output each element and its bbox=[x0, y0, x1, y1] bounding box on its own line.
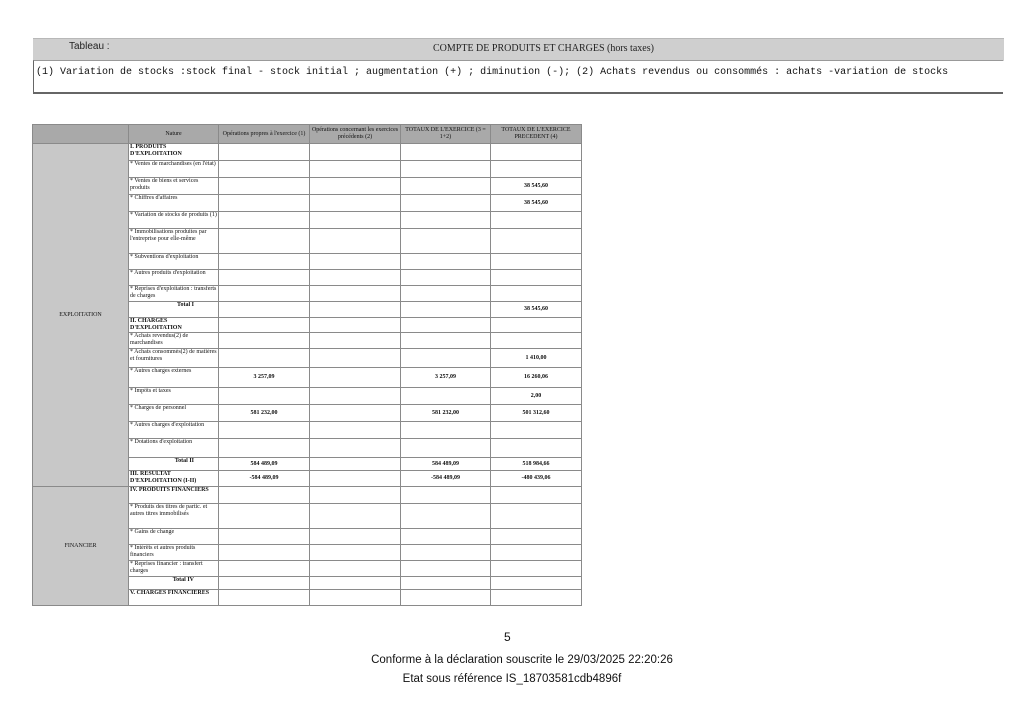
cell-c2 bbox=[310, 504, 401, 529]
cell-c4 bbox=[491, 504, 582, 529]
cell-c2 bbox=[310, 471, 401, 487]
cell-c1 bbox=[219, 144, 310, 161]
cell-c3 bbox=[401, 318, 491, 333]
notes-text: (1) Variation de stocks :stock final - stock initial ; augmentation (+) ; diminution (-); (2) Achats revendus ou consommés : achats -variation de stocks bbox=[36, 67, 949, 78]
row-label: * Chiffres d'affaires bbox=[129, 195, 219, 212]
cell-c3: 3 257,09 bbox=[401, 368, 491, 388]
cell-c2 bbox=[310, 229, 401, 254]
cell-c3 bbox=[401, 349, 491, 368]
cell-c1 bbox=[219, 388, 310, 405]
table-row bbox=[33, 487, 582, 504]
row-label: I. PRODUITS D'EXPLOITATION bbox=[129, 144, 219, 161]
col3-header: TOTAUX DE L'EXERCICE (3 = 1+2) bbox=[401, 125, 491, 144]
row-label: Total II bbox=[129, 458, 219, 471]
table-label: Tableau : bbox=[69, 41, 110, 52]
cell-c2 bbox=[310, 545, 401, 561]
cell-c3: -584 489,09 bbox=[401, 471, 491, 487]
cell-c3 bbox=[401, 270, 491, 286]
cell-c1 bbox=[219, 318, 310, 333]
cell-c2 bbox=[310, 405, 401, 422]
row-label: * Autres produits d'exploitation bbox=[129, 270, 219, 286]
cell-c3 bbox=[401, 229, 491, 254]
cell-c3 bbox=[401, 144, 491, 161]
cell-c3: 581 232,00 bbox=[401, 405, 491, 422]
cell-c1 bbox=[219, 504, 310, 529]
cell-c4: 1 410,00 bbox=[491, 349, 582, 368]
cell-c4: 38 545,60 bbox=[491, 178, 582, 195]
cell-c4 bbox=[491, 590, 582, 606]
row-label: * Ventes de marchandises (en l'état) bbox=[129, 161, 219, 178]
nature-header: Nature bbox=[129, 125, 219, 144]
cell-c2 bbox=[310, 529, 401, 545]
row-label: * Reprises financier : transfert charges bbox=[129, 561, 219, 577]
cell-c4: 518 984,66 bbox=[491, 458, 582, 471]
table-row bbox=[33, 144, 582, 161]
cell-c4 bbox=[491, 487, 582, 504]
cell-c4 bbox=[491, 318, 582, 333]
row-label: * Reprises d'exploitation : transferts de charges bbox=[129, 286, 219, 302]
cell-c1 bbox=[219, 561, 310, 577]
cell-c4: 38 545,60 bbox=[491, 195, 582, 212]
cell-c2 bbox=[310, 333, 401, 349]
row-label: * Autres charges d'exploitation bbox=[129, 422, 219, 439]
cell-c1 bbox=[219, 270, 310, 286]
cell-c1 bbox=[219, 545, 310, 561]
cell-c4 bbox=[491, 333, 582, 349]
cell-c3 bbox=[401, 529, 491, 545]
cell-c4 bbox=[491, 161, 582, 178]
cell-c1 bbox=[219, 286, 310, 302]
cell-c2 bbox=[310, 318, 401, 333]
cell-c1 bbox=[219, 439, 310, 458]
cell-c2 bbox=[310, 178, 401, 195]
table-body bbox=[33, 144, 582, 606]
cell-c3 bbox=[401, 388, 491, 405]
cell-c4: -480 439,06 bbox=[491, 471, 582, 487]
col1-header: Opérations propres à l'exercice (1) bbox=[219, 125, 310, 144]
table-header-row bbox=[33, 125, 582, 144]
row-label: IV. PRODUITS FINANCIERS bbox=[129, 487, 219, 504]
table-header-bar bbox=[33, 38, 1004, 61]
row-label: Total IV bbox=[129, 577, 219, 590]
cell-c4 bbox=[491, 212, 582, 229]
row-label: * Achats consommés(2) de matières et fournitures bbox=[129, 349, 219, 368]
cell-c3 bbox=[401, 161, 491, 178]
cell-c3: 584 489,09 bbox=[401, 458, 491, 471]
cell-c2 bbox=[310, 195, 401, 212]
cell-c1: 3 257,09 bbox=[219, 368, 310, 388]
cell-c3 bbox=[401, 195, 491, 212]
cell-c2 bbox=[310, 577, 401, 590]
cell-c3 bbox=[401, 333, 491, 349]
cell-c2 bbox=[310, 590, 401, 606]
cell-c1: 581 232,00 bbox=[219, 405, 310, 422]
cell-c3 bbox=[401, 286, 491, 302]
cell-c2 bbox=[310, 302, 401, 318]
cell-c4 bbox=[491, 577, 582, 590]
row-label: II. CHARGES D'EXPLOITATION bbox=[129, 318, 219, 333]
cell-c1 bbox=[219, 422, 310, 439]
cell-c2 bbox=[310, 458, 401, 471]
cell-c4: 501 312,60 bbox=[491, 405, 582, 422]
cell-c1 bbox=[219, 254, 310, 270]
cell-c3 bbox=[401, 561, 491, 577]
row-label: * Subventions d'exploitation bbox=[129, 254, 219, 270]
cell-c3 bbox=[401, 302, 491, 318]
row-label: * Impôts et taxes bbox=[129, 388, 219, 405]
cell-c2 bbox=[310, 144, 401, 161]
cell-c3 bbox=[401, 178, 491, 195]
cell-c1 bbox=[219, 229, 310, 254]
row-label: * Immobilisations produites par l'entreprise pour elle-même bbox=[129, 229, 219, 254]
footer-reference: Etat sous référence IS_18703581cdb4896f bbox=[402, 673, 622, 685]
cell-c2 bbox=[310, 422, 401, 439]
cell-c3 bbox=[401, 487, 491, 504]
cell-c4 bbox=[491, 144, 582, 161]
cell-c1: -584 489,09 bbox=[219, 471, 310, 487]
cell-c4: 2,00 bbox=[491, 388, 582, 405]
income-statement-table bbox=[32, 124, 582, 606]
col4-header: TOTAUX DE L'EXERCICE PRECEDENT (4) bbox=[491, 125, 582, 144]
cell-c3 bbox=[401, 254, 491, 270]
cell-c4 bbox=[491, 422, 582, 439]
cell-c2 bbox=[310, 439, 401, 458]
row-label: * Charges de personnel bbox=[129, 405, 219, 422]
cell-c3 bbox=[401, 545, 491, 561]
cell-c1 bbox=[219, 161, 310, 178]
cell-c1 bbox=[219, 178, 310, 195]
cell-c2 bbox=[310, 254, 401, 270]
cell-c3 bbox=[401, 422, 491, 439]
section-exploitation: EXPLOITATION bbox=[33, 144, 129, 487]
cell-c4 bbox=[491, 229, 582, 254]
cell-c1 bbox=[219, 302, 310, 318]
cell-c2 bbox=[310, 161, 401, 178]
cell-c2 bbox=[310, 368, 401, 388]
cell-c4: 16 260,06 bbox=[491, 368, 582, 388]
cell-c4 bbox=[491, 545, 582, 561]
cell-c2 bbox=[310, 388, 401, 405]
row-label: * Produits des titres de partic. et autres titres immobilisés bbox=[129, 504, 219, 529]
section-financier: FINANCIER bbox=[33, 487, 129, 606]
cell-c4 bbox=[491, 270, 582, 286]
cell-c2 bbox=[310, 270, 401, 286]
cell-c3 bbox=[401, 590, 491, 606]
cell-c4 bbox=[491, 439, 582, 458]
table-title: COMPTE DE PRODUITS ET CHARGES (hors taxes) bbox=[433, 43, 654, 54]
cell-c1 bbox=[219, 529, 310, 545]
row-label: * Autres charges externes bbox=[129, 368, 219, 388]
page-number: 5 bbox=[504, 630, 511, 644]
row-label: III. RESULTAT D'EXPLOITATION (I-II) bbox=[129, 471, 219, 487]
cell-c4 bbox=[491, 286, 582, 302]
cell-c3 bbox=[401, 212, 491, 229]
cell-c1 bbox=[219, 212, 310, 229]
cell-c3 bbox=[401, 504, 491, 529]
cell-c4 bbox=[491, 561, 582, 577]
cell-c2 bbox=[310, 349, 401, 368]
row-label: * Intérêts et autres produits financiers bbox=[129, 545, 219, 561]
row-label: * Variation de stocks de produits (1) bbox=[129, 212, 219, 229]
row-label: Total I bbox=[129, 302, 219, 318]
cell-c2 bbox=[310, 212, 401, 229]
cell-c4 bbox=[491, 529, 582, 545]
row-label: * Ventes de biens et services produits bbox=[129, 178, 219, 195]
cell-c1: 584 489,09 bbox=[219, 458, 310, 471]
notes-box bbox=[33, 60, 1003, 94]
cell-c4 bbox=[491, 254, 582, 270]
row-label: V. CHARGES FINANCIERES bbox=[129, 590, 219, 606]
cell-c1 bbox=[219, 577, 310, 590]
cell-c1 bbox=[219, 333, 310, 349]
cell-c2 bbox=[310, 487, 401, 504]
row-label: * Achats revendus(2) de marchandises bbox=[129, 333, 219, 349]
row-label: * Dotations d'exploitation bbox=[129, 439, 219, 458]
cell-c3 bbox=[401, 439, 491, 458]
cell-c1 bbox=[219, 195, 310, 212]
cell-c2 bbox=[310, 286, 401, 302]
cell-c3 bbox=[401, 577, 491, 590]
cell-c1 bbox=[219, 487, 310, 504]
cell-c1 bbox=[219, 349, 310, 368]
cell-c4: 38 545,60 bbox=[491, 302, 582, 318]
row-label: * Gains de change bbox=[129, 529, 219, 545]
section-header bbox=[33, 125, 129, 144]
cell-c1 bbox=[219, 590, 310, 606]
footer-conformity: Conforme à la déclaration souscrite le 29/03/2025 22:20:26 bbox=[371, 654, 673, 666]
cell-c2 bbox=[310, 561, 401, 577]
col2-header: Opérations concernant les exercices précédents (2) bbox=[310, 125, 401, 144]
